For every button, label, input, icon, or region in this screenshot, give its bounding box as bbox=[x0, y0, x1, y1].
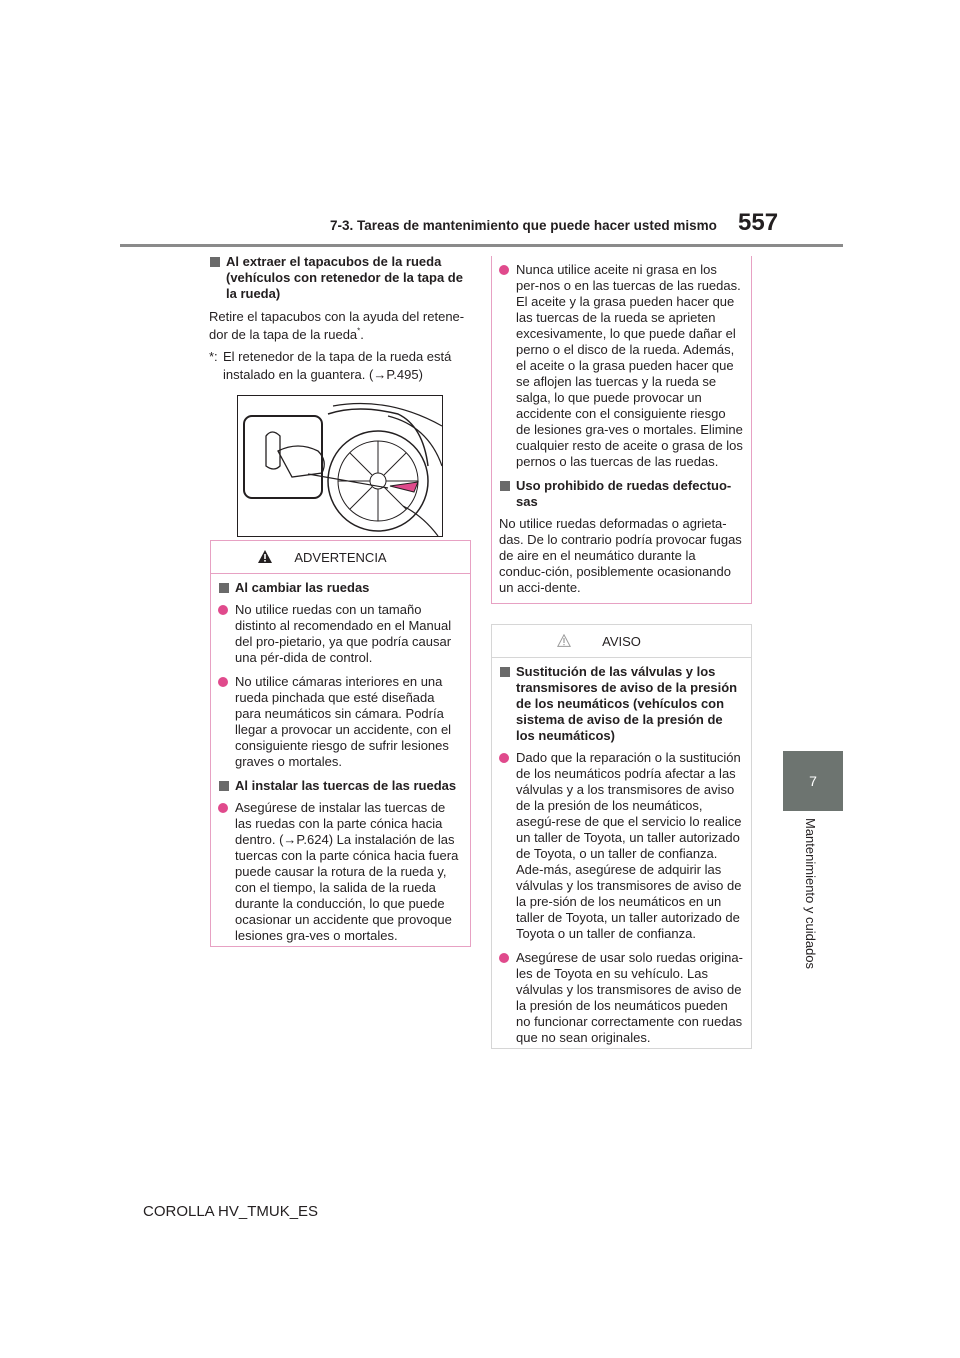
warning-title bbox=[211, 541, 470, 574]
heading-text: Sustitución de las válvulas y los transmisores de aviso de la presión de los neumáticos (vehículos con sistema de aviso de la presión de los neumáticos) bbox=[516, 664, 738, 743]
warning-bullet bbox=[218, 674, 462, 770]
heading-text: Al extraer el tapacubos de la rueda (vehículos con retenedor de la tapa de la rueda) bbox=[226, 254, 463, 301]
warning-bullet bbox=[218, 800, 462, 944]
square-bullet-icon bbox=[219, 583, 229, 593]
warning-triangle-icon bbox=[258, 550, 272, 563]
body-paragraph bbox=[209, 308, 471, 344]
square-bullet-icon bbox=[210, 257, 220, 267]
chapter-tab[interactable]: 7 bbox=[783, 751, 843, 811]
body-period: . bbox=[360, 327, 364, 342]
circle-bullet-icon bbox=[499, 753, 509, 763]
footer-model: COROLLA HV_TMUK_ES bbox=[143, 1203, 319, 1220]
square-bullet-icon bbox=[500, 667, 510, 677]
circle-bullet-icon bbox=[218, 677, 228, 687]
section-title: 7-3. Tareas de mantenimiento que puede hacer usted mismo bbox=[330, 218, 717, 233]
footnote bbox=[209, 348, 471, 384]
square-bullet-icon bbox=[219, 781, 229, 791]
caution-bullet bbox=[499, 950, 743, 1046]
page-number: 557 bbox=[738, 209, 779, 236]
warning-heading-2 bbox=[218, 778, 462, 794]
caution-triangle-icon bbox=[557, 634, 571, 647]
heading-text: Uso prohibido de ruedas defectuo-sas bbox=[516, 478, 732, 509]
circle-bullet-icon bbox=[499, 953, 509, 963]
caution-title bbox=[492, 625, 751, 658]
circle-bullet-icon bbox=[499, 265, 509, 275]
bullet-text: No utilice cámaras interiores en una rueda pinchada que esté diseñada para neumáticos sin cámara. Podría llegar a provocar un accidente, con el consiguiente riesgo de sufrir lesiones graves o mortales. bbox=[235, 674, 452, 769]
caution-heading bbox=[499, 664, 743, 744]
heading-text: Al instalar las tuercas de las ruedas bbox=[235, 778, 457, 793]
header-rule bbox=[120, 244, 843, 247]
body-text: Retire el tapacubos con la ayuda del retene-dor de la tapa de la rueda bbox=[209, 309, 465, 342]
warning-body: No utilice ruedas deformadas o agrieta-das. De lo contrario podría provocar fugas de aire en el neumático durante la conduc-ción, posiblemente ocasionando un acci-dente. bbox=[499, 516, 742, 595]
bullet-text: No utilice ruedas con un tamaño distinto al recomendado en el Manual del pro-pietario, ya que podría causar una pér-dida de control. bbox=[235, 602, 452, 665]
section-heading bbox=[209, 254, 471, 302]
bullet-text: Nunca utilice aceite ni grasa en los per-nos o en las tuercas de las ruedas. El aceite y la grasa pueden hacer que las tuercas de la rueda se aprieten excesivamente, lo que puede dañar el perno o el disco de la rueda. Además, el aceite o la grasa pueden hacer que se aflojen las tuercas y la rueda se salga, lo que puede provocar un accidente con el consiguiente riesgo de lesiones gra-ves o mortales. Elimine cualquier resto de aceite o grasa de los pernos o las tuercas de las ruedas. bbox=[516, 262, 743, 469]
bullet-text: Dado que la reparación o la sustitución de los neumáticos podría afectar a las válvulas y a los transmisores de aviso de la presión de los neumáticos, asegú-rese de que el servicio lo realice un taller de Toyota, un taller autorizado de Toyota, o un taller de confianza. Ade-más, asegúrese de adquirir las válvulas y los transmisores de aviso de la pre-sión de los neumáticos en un taller de Toyota, un taller autorizado de Toyota o un taller de confianza. bbox=[516, 750, 742, 941]
bullet-text: Asegúrese de usar solo ruedas origina-les de Toyota en su vehículo. Las válvulas y los transmisores de aviso de la presión de los neumáticos pueden no funcionar correctamente con ruedas que no sean originales. bbox=[516, 950, 743, 1045]
warning-box bbox=[210, 540, 471, 947]
warning-box-continued bbox=[491, 256, 752, 604]
square-bullet-icon bbox=[500, 481, 510, 491]
circle-bullet-icon bbox=[218, 605, 228, 615]
caution-bullet bbox=[499, 750, 743, 942]
warning-title-text: ADVERTENCIA bbox=[294, 549, 387, 565]
caution-title-text: AVISO bbox=[602, 633, 641, 649]
footnote-marker: *: bbox=[209, 349, 218, 364]
footnote-mark: * bbox=[357, 326, 361, 336]
warning-bullet bbox=[218, 602, 462, 666]
left-column bbox=[209, 254, 471, 384]
warning-bullet bbox=[499, 262, 743, 470]
footnote-text: El retenedor de la tapa de la rueda está instalado en la guantera. (→P.495) bbox=[223, 349, 452, 382]
circle-bullet-icon bbox=[218, 803, 228, 813]
bullet-text: Asegúrese de instalar las tuercas de las ruedas con la parte cónica hacia dentro. (→P.624) La instalación de las tuercas con la parte cónica hacia fuera puede causar la rotura de la rueda y, con el tiempo, la salida de la rueda durante la conducción, lo que puede ocasionar un accidente que provoque lesiones gra-ves o mortales. bbox=[235, 800, 459, 943]
warning-heading-1 bbox=[218, 580, 462, 596]
wheel-cap-illustration bbox=[237, 395, 443, 537]
warning-heading-3 bbox=[499, 478, 743, 510]
caution-box bbox=[491, 624, 752, 1049]
wheel-illustration-icon bbox=[238, 396, 442, 536]
heading-text: Al cambiar las ruedas bbox=[235, 580, 370, 595]
chapter-label: Mantenimiento y cuidados bbox=[803, 818, 818, 970]
